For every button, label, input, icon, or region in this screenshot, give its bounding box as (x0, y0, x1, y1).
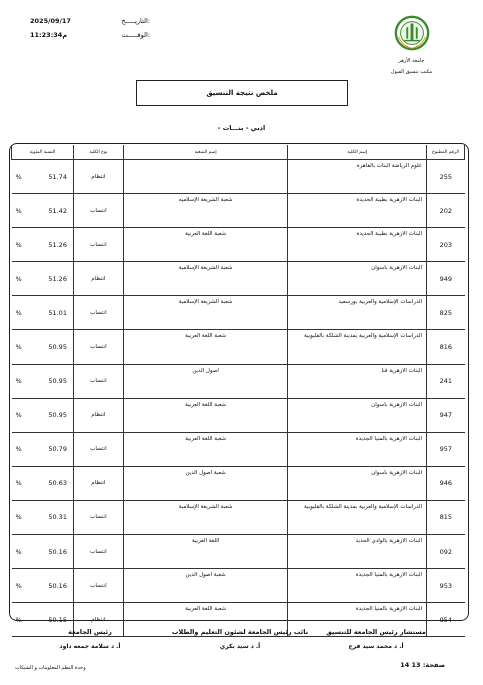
cell-college: الدراسات الإسلامية والعربية بورسعيد (288, 296, 427, 330)
percent-value: 50.95 (48, 411, 67, 420)
cell-branch (123, 160, 288, 194)
cell-branch: شعبة اصول الدين (123, 569, 288, 603)
table-row (12, 160, 465, 194)
cell-percent (12, 364, 74, 398)
cell-percent (12, 500, 74, 534)
cell-branch: شعبة اللغة العربية (123, 432, 288, 466)
percent-value: 50.31 (48, 513, 67, 522)
cell-type: انتساب (73, 535, 123, 569)
percent-value: 50.16 (48, 581, 67, 590)
percent-value: 51.42 (48, 206, 67, 215)
cell-type: انتساب (73, 228, 123, 262)
cell-college: البنات الازهرية باسوان (288, 262, 427, 296)
percent-sign: % (15, 377, 22, 386)
cell-type: انتساب (73, 500, 123, 534)
percent-sign: % (15, 513, 22, 522)
cell-type: انتساب (73, 296, 123, 330)
percent-value: 51.26 (48, 274, 67, 283)
cell-branch: شعبة الشريعة الإسلامية (123, 500, 288, 534)
cell-percent (12, 194, 74, 228)
percent-sign: % (15, 172, 22, 181)
cell-branch: شعبة الشريعة الإسلامية (123, 262, 288, 296)
col-header-type: نوع الكلية (73, 145, 123, 160)
cell-type: انتظام (73, 160, 123, 194)
table-row (12, 228, 465, 262)
cell-branch: شعبة اللغة العربية (123, 398, 288, 432)
percent-sign: % (15, 479, 22, 488)
cell-college: الدراسات الإسلامية والعربية بمدينة الشلكة بالقليوبية (288, 330, 427, 364)
percent-sign: % (15, 445, 22, 454)
table-row (12, 262, 465, 296)
date-label: التاريـــــخ: (121, 17, 150, 25)
page-total: 14 (400, 661, 410, 669)
report-title: ملخص نتيجة التنسيق (136, 80, 348, 106)
cell-branch: اصول الدين (123, 364, 288, 398)
cell-college: البنات الازهرية بالمنيا الجديدة (288, 603, 427, 637)
percent-sign: % (15, 581, 22, 590)
cell-percent (12, 535, 74, 569)
cell-code: 949 (427, 262, 465, 296)
percent-sign: % (15, 411, 22, 420)
table-row (12, 364, 465, 398)
table-row (12, 535, 465, 569)
cell-code: 815 (427, 500, 465, 534)
cell-type: انتظام (73, 398, 123, 432)
university-logo-icon (393, 14, 431, 52)
signature-title: رئيس الجامعة (68, 628, 112, 636)
cell-code: 825 (427, 296, 465, 330)
col-header-code: الرقم المطبوع (427, 145, 465, 160)
cell-percent (12, 466, 74, 500)
percent-value: 50.95 (48, 377, 67, 386)
footer-unit-name: وحدة النظم المعلومات و الشبكات (15, 665, 86, 671)
percent-sign: % (15, 615, 22, 624)
percent-sign: % (15, 274, 22, 283)
cell-type: انتظام (73, 603, 123, 637)
signature-coordinator (311, 628, 441, 650)
date-time-block (30, 17, 150, 45)
cell-percent (12, 432, 74, 466)
signature-name: أ. د سلامة جمعه داود (59, 643, 121, 650)
time-label: الوقـــــت: (121, 31, 150, 39)
page-current: 13 (411, 661, 421, 669)
cell-type: انتظام (73, 262, 123, 296)
cell-code: 947 (427, 398, 465, 432)
cell-type: انتساب (73, 432, 123, 466)
signature-name: أ. د محمد سيد فرج (348, 643, 404, 650)
cell-college: البنات الازهرية باسوان (288, 466, 427, 500)
cell-code: 202 (427, 194, 465, 228)
report-subtitle: - ادبي - بنـــات (217, 124, 266, 132)
percent-value: 51.26 (48, 240, 67, 249)
cell-branch: شعبة اللغة العربية (123, 330, 288, 364)
cell-code: 092 (427, 535, 465, 569)
signature-title: نائب رئيس الجامعة لشئون التعليم والطلاب (171, 628, 309, 636)
cell-percent (12, 398, 74, 432)
signature-president (40, 628, 140, 650)
cell-code: 816 (427, 330, 465, 364)
cell-code: 203 (427, 228, 465, 262)
signature-vice-president (150, 628, 330, 650)
cell-branch: اللغة العربية (123, 535, 288, 569)
cell-code: 946 (427, 466, 465, 500)
percent-value: 50.63 (48, 479, 67, 488)
col-header-percent: النسبة المئوية (12, 145, 74, 160)
percent-value: 51.01 (48, 308, 67, 317)
cell-college: البنات الازهرية باسوان (288, 398, 427, 432)
table-row (12, 194, 465, 228)
percent-sign: % (15, 308, 22, 317)
cell-code: 953 (427, 569, 465, 603)
percent-value: 50.16 (48, 547, 67, 556)
cell-type: انتساب (73, 330, 123, 364)
cell-branch: شعبة الشريعة الإسلاميه (123, 194, 288, 228)
table-row (12, 398, 465, 432)
cell-college: البنات الازهرية بطيبة الجديدة (288, 194, 427, 228)
col-header-college: إسم الكلية (288, 145, 427, 160)
percent-sign: % (15, 343, 22, 352)
table-row (12, 500, 465, 534)
page-label: صفحة: (422, 661, 445, 669)
table-row (12, 432, 465, 466)
table-row (12, 330, 465, 364)
cell-percent (12, 228, 74, 262)
cell-code: 241 (427, 364, 465, 398)
university-name: جامعة الأزهر (398, 58, 425, 64)
cell-branch: شعبة اللغة العربية (123, 603, 288, 637)
cell-percent (12, 160, 74, 194)
percent-value: 50.95 (48, 343, 67, 352)
results-table (11, 145, 465, 637)
university-header (374, 14, 449, 75)
table-row (12, 296, 465, 330)
cell-college: البنات الازهرية بالوادي الجديد (288, 535, 427, 569)
cell-code: 255 (427, 160, 465, 194)
page-indicator (400, 661, 445, 669)
cell-branch: شعبة اصول الدين (123, 466, 288, 500)
table-row (12, 569, 465, 603)
cell-branch: شعبة اللغة العربية (123, 228, 288, 262)
signature-name: أ. د سيد بكري (219, 643, 261, 650)
cell-type: انتساب (73, 364, 123, 398)
col-header-branch: إسم الشعبة (123, 145, 288, 160)
table-row (12, 466, 465, 500)
cell-type: انتساب (73, 194, 123, 228)
cell-type: انتظام (73, 466, 123, 500)
percent-sign: % (15, 547, 22, 556)
cell-type: انتساب (73, 569, 123, 603)
cell-college: البنات الازهرية بالمنيا الجديدة (288, 569, 427, 603)
cell-percent (12, 296, 74, 330)
office-name: مكتب تنسيق القبول (390, 69, 433, 75)
cell-percent (12, 330, 74, 364)
percent-value: 50.79 (48, 445, 67, 454)
cell-percent (12, 262, 74, 296)
cell-college: البنات الازهرية بالمنيا الجديدة (288, 432, 427, 466)
cell-college: البنات الازهرية بطيبة الجديدة (288, 228, 427, 262)
cell-code: 954 (427, 603, 465, 637)
percent-value: 51.74 (48, 172, 67, 181)
cell-college: البنات الازهرية قنا (288, 364, 427, 398)
cell-college: علوم الرياضة البنات بالقاهرة (288, 160, 427, 194)
signature-title: مستشار رئيس الجامعة للتنسيق (326, 628, 426, 636)
cell-college: الدراسات الإسلامية والعربية بمدينة الشلكة بالقليوبية (288, 500, 427, 534)
cell-code: 957 (427, 432, 465, 466)
time-value: 11:23:34م (30, 31, 68, 39)
table-header-row (12, 145, 465, 160)
cell-branch: شعبة الشريعة الإسلامية (123, 296, 288, 330)
cell-percent (12, 569, 74, 603)
percent-value: 50.15 (48, 615, 67, 624)
percent-sign: % (15, 240, 22, 249)
percent-sign: % (15, 206, 22, 215)
date-value: 2025/09/17 (30, 17, 71, 25)
